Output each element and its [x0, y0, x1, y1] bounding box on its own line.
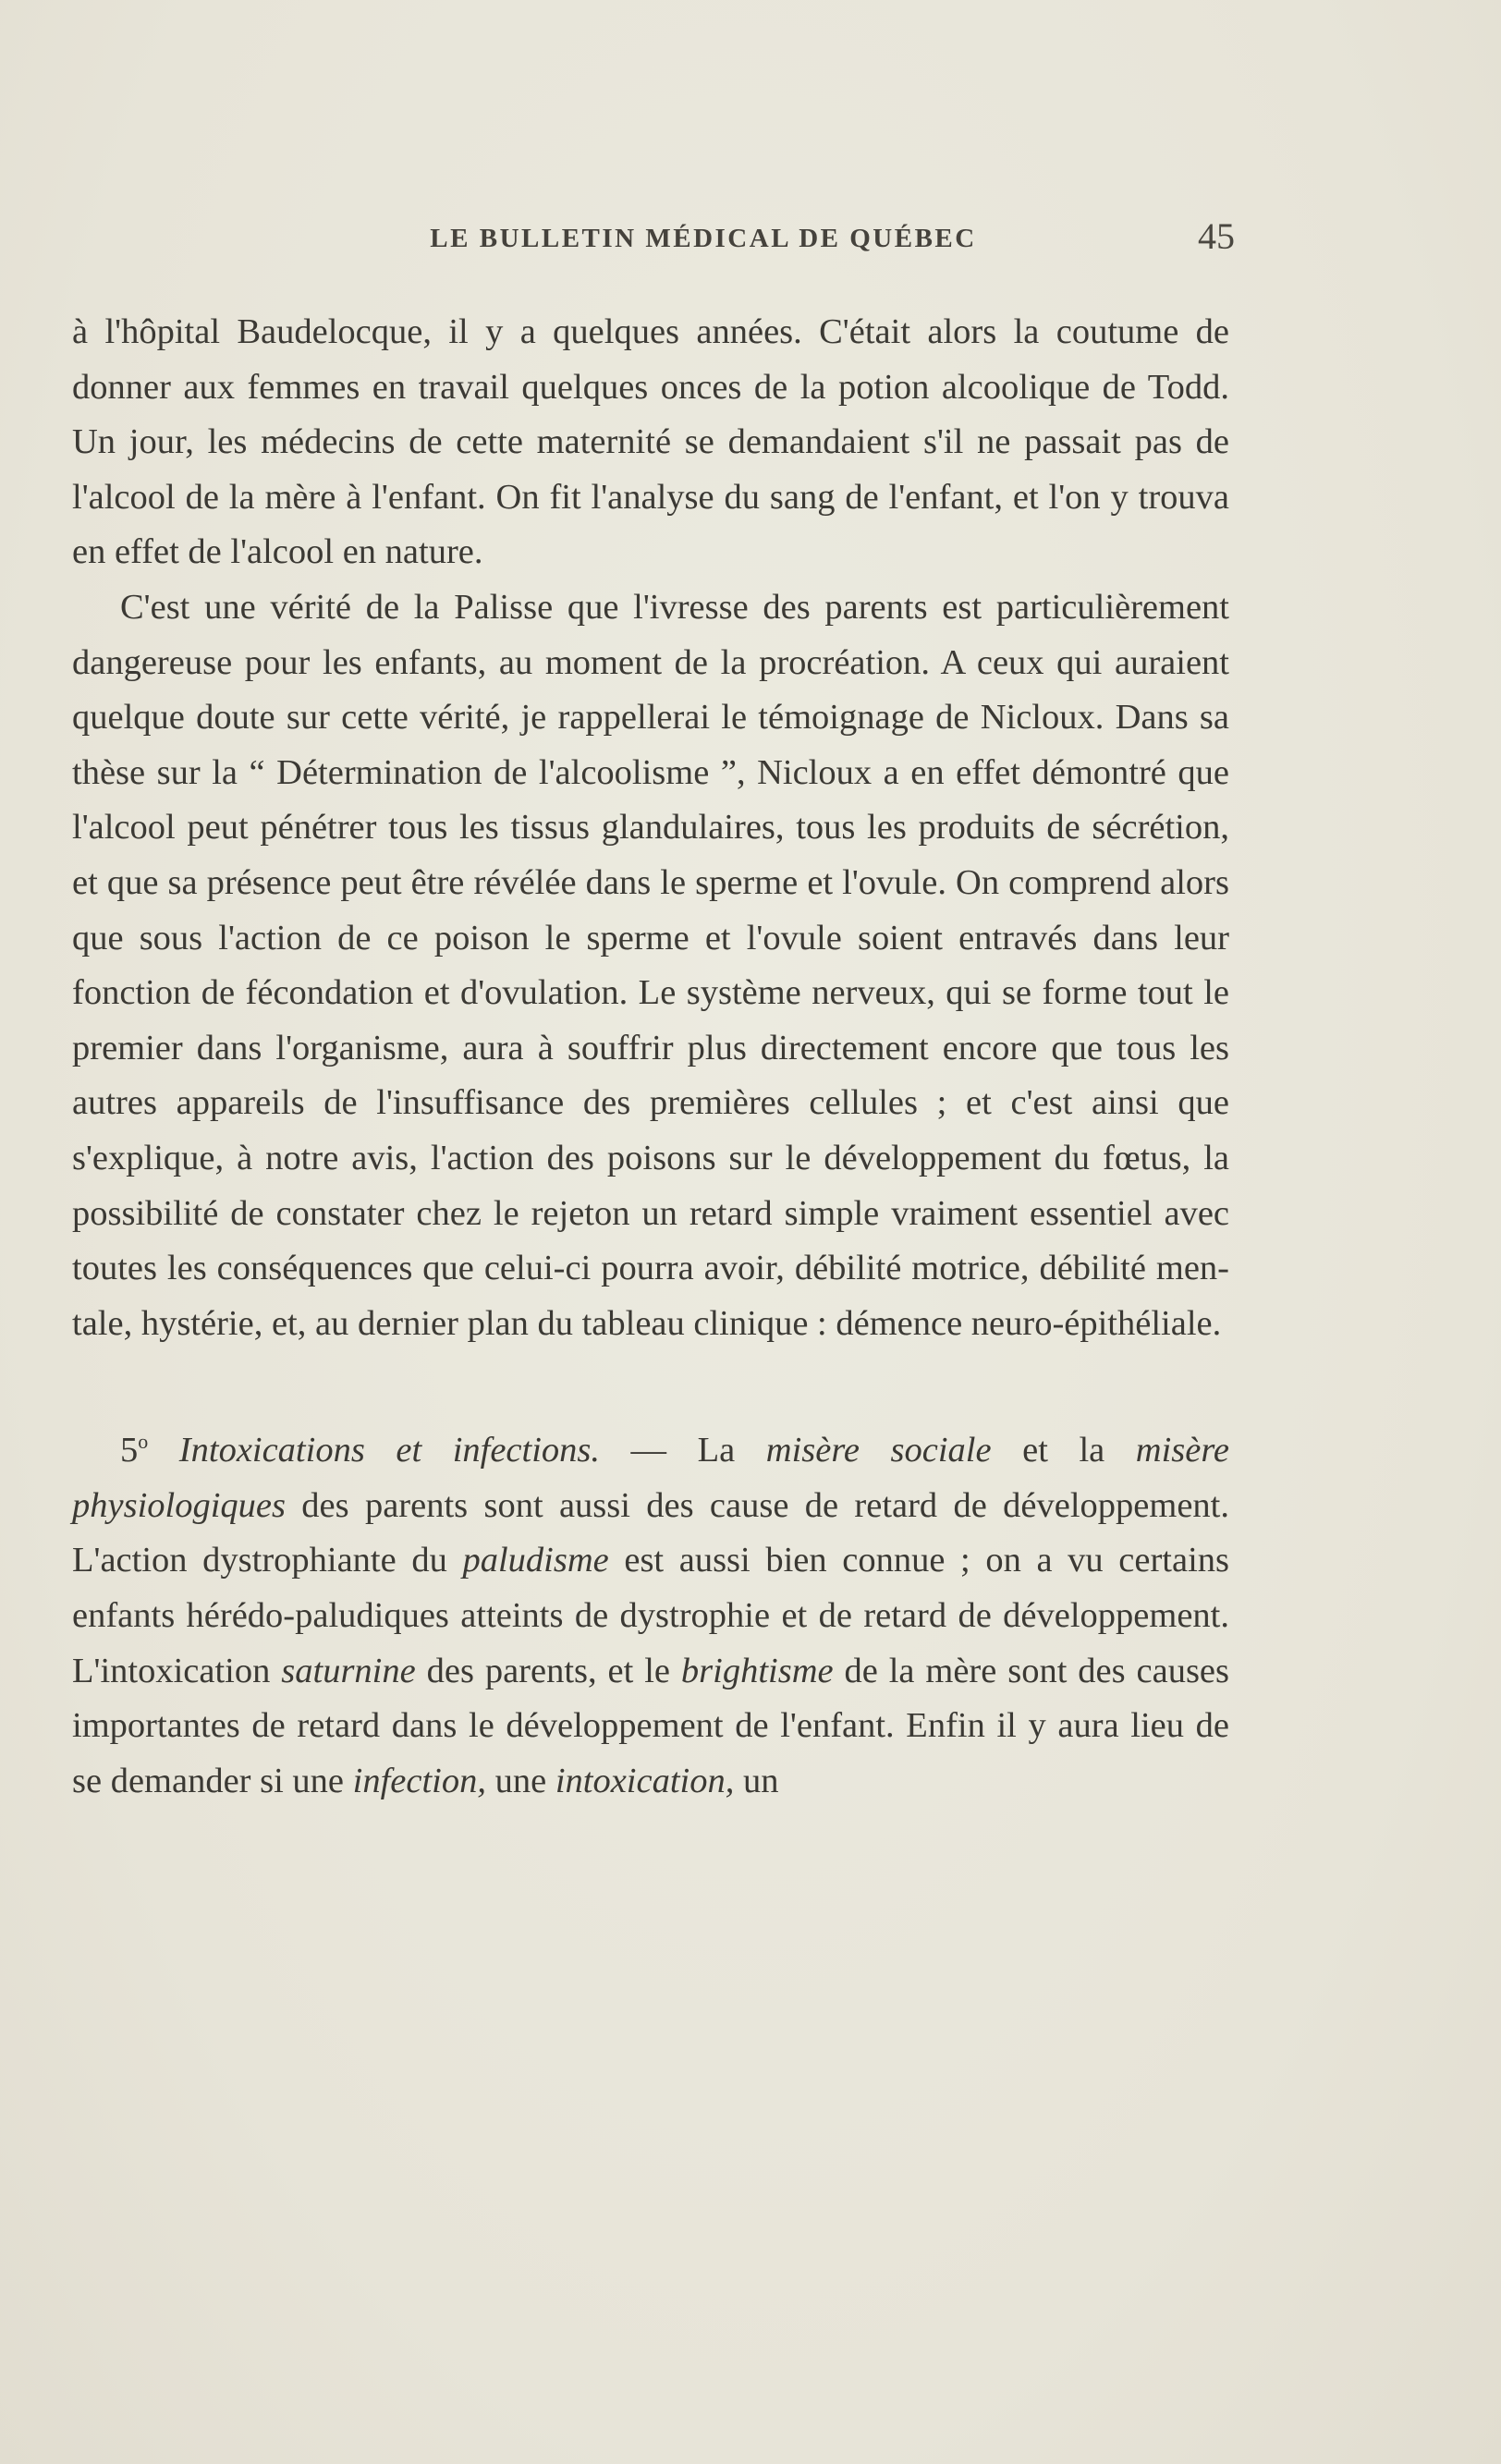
- section-gap: [72, 1351, 1229, 1423]
- emphasis-intoxication: intoxication,: [555, 1761, 735, 1800]
- text-run: une: [485, 1761, 555, 1800]
- text-run: des parents, et le: [415, 1651, 681, 1690]
- text-run: — La: [600, 1431, 766, 1470]
- section-title: Intoxications et infections.: [178, 1431, 601, 1470]
- emphasis-paludisme: paludisme: [462, 1541, 609, 1580]
- text-run: un: [734, 1761, 779, 1800]
- text-run: est aussi bien connue ; on a vu certains enfants hérédo-paludiques atteints de dystrophie et de retard de développement. L'intoxication: [72, 1541, 1230, 1690]
- emphasis-saturnine: saturnine: [281, 1651, 416, 1690]
- page-number: 45: [1198, 215, 1235, 257]
- running-title: LE BULLETIN MÉDICAL DE QUÉBEC: [430, 224, 977, 253]
- paragraph-nicloux: C'est une vérité de la Palisse que l'ivresse des parents est particulièrement dangereuse pour les enfants, au moment de la procréation. A ceux qui auraient quelque doute sur cette vérité, je rappellerai le témoignage de Nicloux. Dans sa thèse sur la “ Détermination de l'alcoolisme ”, Nicloux a en effet démontré que l'alcool peut pénétrer tous les tissus glandulaires, tous les produits de sécrétion, et que sa présence peut être révélée dans le sperme et l'ovule. On comprend alors que sous l'action de ce poison le sperme et l'ovule soient entravés dans leur fonction de fécondation et d'ovulation. Le système nerveux, qui se forme tout le premier dans l'organisme, aura à souffrir plus directement encore que tous les autres appareils de l'insuffisance des premières cellules ; et c'est ainsi que s'explique, à notre avis, l'action des poisons sur le développement du fœtus, la possibilité de constater chez le rejeton un retard simple vraiment essentiel avec toutes les conséquences que celui-ci pourra avoir, débilité motrice, débilité mentale, hystérie, et, au dernier plan du tableau clinique : démence neuro-épithéliale.: [72, 587, 1229, 1343]
- running-header: [72, 211, 1233, 266]
- section-5-paragraph: [72, 1423, 1229, 1809]
- text-run: des parents sont aussi des cause de retard de développement. L'action dystrophiante du: [72, 1485, 1229, 1580]
- section-number: 5: [120, 1431, 139, 1470]
- paragraph-continuation: à l'hôpital Baudelocque, il y a quelques années. C'était alors la coutume de donner aux femmes en travail quelques onces de la potion alcoolique de Todd. Un jour, les médecins de cette maternité se demandaient s'il ne passait pas de l'alcool de la mère à l'enfant. On fit l'analyse du sang de l'enfant, et l'on y trouva en effet de l'alcool en nature.: [72, 312, 1229, 572]
- emphasis-misere-sociale: misère sociale: [765, 1431, 992, 1470]
- emphasis-misere-physiologiques: misère physiologiques: [72, 1431, 1230, 1525]
- emphasis-infection: infection,: [352, 1761, 486, 1800]
- section-number-ordinal: o: [138, 1430, 149, 1454]
- body-text: [72, 305, 1229, 1809]
- text-run: de la mère sont des causes importantes de retard dans le développement de l'enfant. Enfin il y aura lieu de se demander si une: [72, 1651, 1229, 1800]
- emphasis-brightisme: brightisme: [680, 1651, 834, 1690]
- text-run: et la: [991, 1431, 1136, 1470]
